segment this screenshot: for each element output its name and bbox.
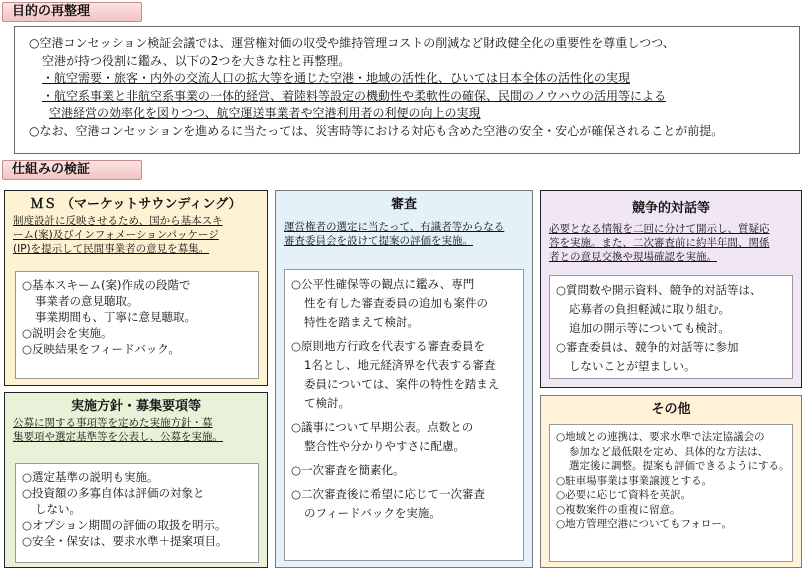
list-item: ○議事について早期公表。点数との xyxy=(291,420,474,434)
list-item: 特性を踏まえて検討。 xyxy=(304,315,419,329)
list-item: ○投資額の多寡自体は評価の対象と xyxy=(22,486,205,500)
purpose-line: ○なお、空港コンセッションを進めるに当たっては、災害時等における対応も含めた空港の安全・安心が確保されることが前提。 xyxy=(29,123,724,138)
kyoso-desc: 者との意見交換や現場確認を実施。 xyxy=(549,251,717,263)
list-item: ○必要に応じて資料を英訳。 xyxy=(556,489,692,501)
jisshi-panel xyxy=(4,392,268,568)
list-item: 委員については、案件の特性を踏まえ xyxy=(304,377,500,391)
list-item: ○原則地方行政を代表する審査委員を xyxy=(291,339,486,353)
purpose-pillar: 空港経営の効率化を図りつつ、航空運送事業者や空港利用者の利便の向上の実現 xyxy=(49,106,481,120)
purpose-heading: 目的の再整理 xyxy=(2,2,142,22)
kyoso-items xyxy=(549,275,793,379)
list-item: 事業期間も、丁寧に意見聴取。 xyxy=(35,310,196,324)
ms-title: ＭＳ （マーケットサウンディング） xyxy=(30,197,242,212)
list-item: 選定後に調整。提案も評価できるようにする。 xyxy=(569,460,790,472)
sonota-panel xyxy=(540,395,802,568)
list-item: しないことが望ましい。 xyxy=(569,359,696,373)
shinsa-panel xyxy=(275,190,533,568)
list-item: ○オプション期間の評価の取扱を明示。 xyxy=(22,518,227,532)
list-item: て検討。 xyxy=(304,396,350,410)
purpose-pillar: ・航空系事業と非航空系事業の一体的経営、着陸料等設定の機動性や柔軟性の確保、民間のノウハウの活用等による xyxy=(42,88,667,103)
list-item: ○地方管理空港についてもフォロー。 xyxy=(556,518,733,530)
sonota-items xyxy=(549,424,793,562)
ms-desc: ーム(案)及びインフォメーションパッケージ xyxy=(13,229,219,241)
ms-panel xyxy=(4,190,268,386)
ms-desc: (IP)を提示して民間事業者の意見を募集。 xyxy=(13,243,210,255)
list-item: 参加など最低限を定め、具体的な方法は、 xyxy=(569,445,769,458)
mechanism-heading: 仕組みの検証 xyxy=(2,160,142,180)
list-item: しない。 xyxy=(35,502,81,516)
kyoso-desc: 答を実施。また、二次審査前に約半年間、関係 xyxy=(549,237,770,249)
purpose-pillar: ・航空需要・旅客・内外の交流人口の拡大等を通じた空港・地域の活性化、ひいては日本全体の活性化の実現 xyxy=(42,71,631,85)
kyoso-panel xyxy=(540,190,802,388)
list-item: 1名とし、地元経済界を代表する審査 xyxy=(304,358,496,372)
jisshi-desc: 公募に関する事項等を定めた実施方針・募 xyxy=(13,417,213,429)
shinsa-items xyxy=(284,269,524,561)
purpose-line: ○空港コンセッション検証会議では、運営権対価の収受や維持管理コストの削減など財政健全化の重要性を尊重しつつ、 xyxy=(29,36,675,50)
purpose-box xyxy=(14,26,800,154)
list-item: ○地域との連携は、要求水準で法定協議会の xyxy=(556,431,765,443)
list-item: 応募者の負担軽減に取り組む。 xyxy=(569,302,730,316)
list-item: ○審査委員は、競争的対話等に参加 xyxy=(556,340,739,354)
purpose-line: 空港が持つ役割に鑑み、以下の2つを大きな柱と再整理。 xyxy=(42,53,351,68)
list-item: ○反映結果をフィードバック。 xyxy=(22,342,180,356)
shinsa-desc: 運営権者の選定に当たって、有識者等からなる xyxy=(284,221,505,233)
jisshi-items xyxy=(15,463,259,563)
list-item: のフィードバックを実施。 xyxy=(304,506,441,520)
list-item: ○公平性確保等の観点に鑑み、専門 xyxy=(291,277,475,291)
list-item: ○質問数や開示資料、競争的対話等は、 xyxy=(556,283,762,297)
ms-desc: 制度設計に反映させるため、国から基本スキ xyxy=(13,215,223,227)
list-item: ○駐車場事業は事業譲渡とする。 xyxy=(556,474,713,487)
list-item: 事業者の意見聴取。 xyxy=(35,294,139,308)
ms-items xyxy=(15,271,259,379)
list-item: 追加の開示等についても検討。 xyxy=(569,321,730,335)
kyoso-title: 競争的対話等 xyxy=(631,201,710,216)
list-item: ○二次審査後に希望に応じて一次審査 xyxy=(291,487,486,501)
list-item: 整合性や分かりやすさに配慮。 xyxy=(304,439,465,453)
shinsa-desc: 審査委員会を設けて提案の評価を実施。 xyxy=(284,235,473,247)
sonota-title: その他 xyxy=(651,402,691,417)
list-item: ○安全・保安は、要求水準＋提案項目。 xyxy=(22,534,228,548)
list-item: ○基本スキーム(案)作成の段階で xyxy=(22,278,191,292)
jisshi-title: 実施方針・募集要項等 xyxy=(70,399,201,414)
list-item: ○選定基準の説明も実施。 xyxy=(22,470,159,484)
list-item: ○説明会を実施。 xyxy=(22,326,113,340)
kyoso-desc: 必要となる情報を二回に分けて開示し、質疑応 xyxy=(549,223,770,235)
list-item: ○複数案件の重複に留意。 xyxy=(556,503,681,516)
list-item: ○一次審査を簡素化。 xyxy=(291,463,405,477)
jisshi-desc: 集要項や選定基準等を公表し、公募を実施。 xyxy=(13,431,223,443)
shinsa-title: 審査 xyxy=(390,197,417,212)
list-item: 性を有した審査委員の追加も案件の xyxy=(304,296,488,310)
